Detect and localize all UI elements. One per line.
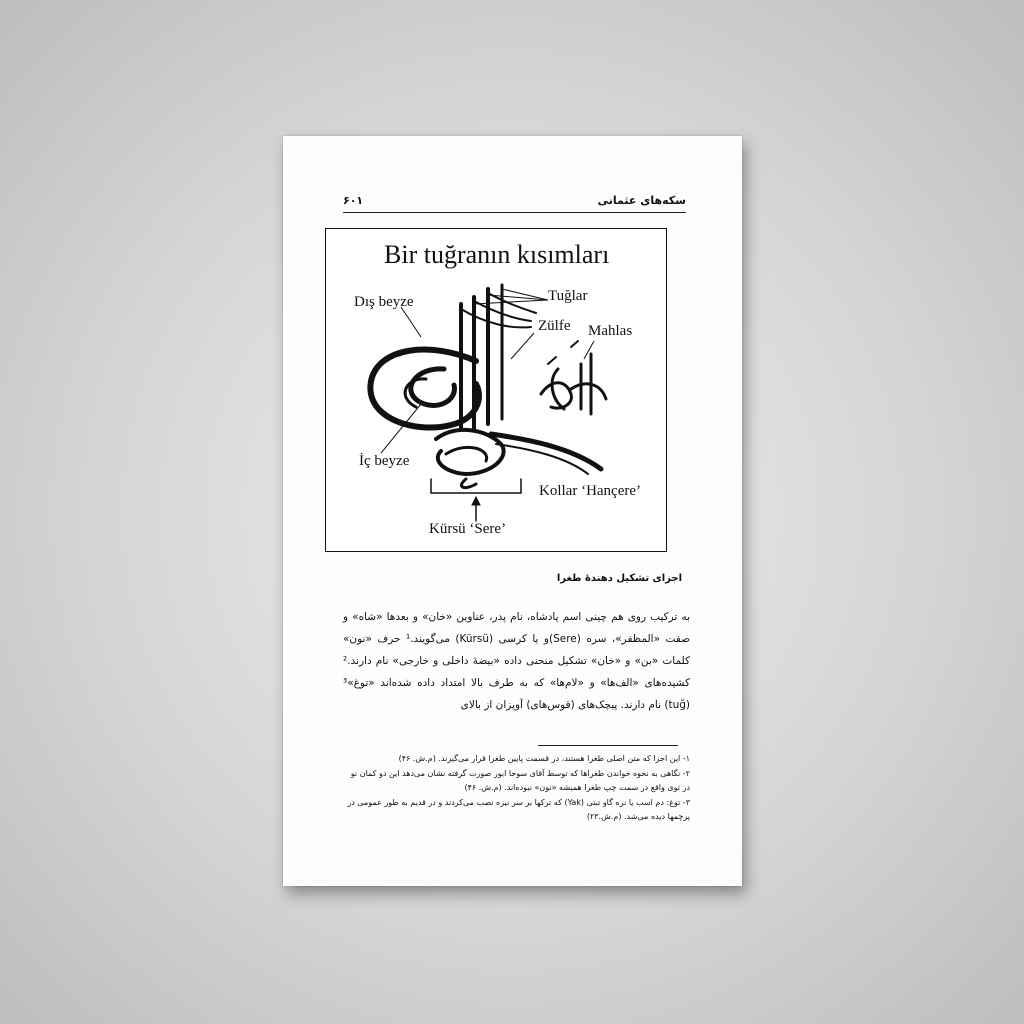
label-ic-beyze: İç beyze [359, 453, 410, 469]
book-page [283, 136, 742, 886]
footnote-3: ۳- توغ: دم اسب یا نره گاو تبتی (Yak) که ترکها بر سر نیزه نصب می‌کردند و در قدیم به طور عمومی در پرچمها دیده می‌شد. (م.ش.۲۳) [347, 797, 690, 821]
footnote-2: ۲- نگاهی به نحوه خواندن طغراها که توسط آقای سوحا ابور صورت گرفته نشان می‌دهد این دو کمان نو در توی واقع در سمت چپ طغرا همیشه «نون» نبوده‌اند. (م.ش. ۴۶) [350, 768, 690, 792]
running-head: سکه‌های عثمانی [597, 194, 686, 207]
tughra-figure [325, 228, 667, 552]
label-kollar: Kollar ‘Hançere’ [539, 483, 642, 499]
label-zulfe: Zülfe [538, 318, 571, 334]
footnotes [343, 752, 690, 825]
page-header [343, 194, 686, 213]
body-paragraph: به ترکیب روی هم چینی اسم پادشاه، نام پدر، عناوین «خان» و بعدها «شاه» و صفت «المظفر»، سره (Sere)و یا کرسی (Kürsü) می‌گویند.¹ حرف «نون» کلمات «بن» و «خان» تشکیل منحنی داده «بیضهٔ داخلی و خارجی» نام دارند.² کشیده‌های «الف‌ها» و «لام‌ها» که به طرف بالا امتداد داده شده‌اند «توغ»³ (tuğ) نام دارند. پیچک‌های (قوس‌های) آویزان از بالای [343, 611, 691, 711]
body-text [343, 606, 690, 716]
figure-title: Bir tuğranın kısımları [384, 240, 610, 269]
footnote-1: ۱- این اجزا که متن اصلی طغرا هستند، در قسمت پایین طغرا قرار می‌گیرند. (م.ش. ۴۶) [398, 754, 690, 763]
label-tuglar: Tuğlar [548, 288, 588, 304]
label-dis-beyze: Dış beyze [354, 294, 414, 310]
figure-caption: اجزای تشکیل دهندهٔ طغرا [556, 573, 682, 584]
label-kursu: Kürsü ‘Sere’ [429, 521, 507, 537]
mahlas-calligraphy-graphic [541, 341, 606, 414]
footnote-divider [538, 745, 678, 746]
page-number: ۶۰۱ [343, 194, 364, 207]
label-mahlas: Mahlas [588, 323, 633, 339]
